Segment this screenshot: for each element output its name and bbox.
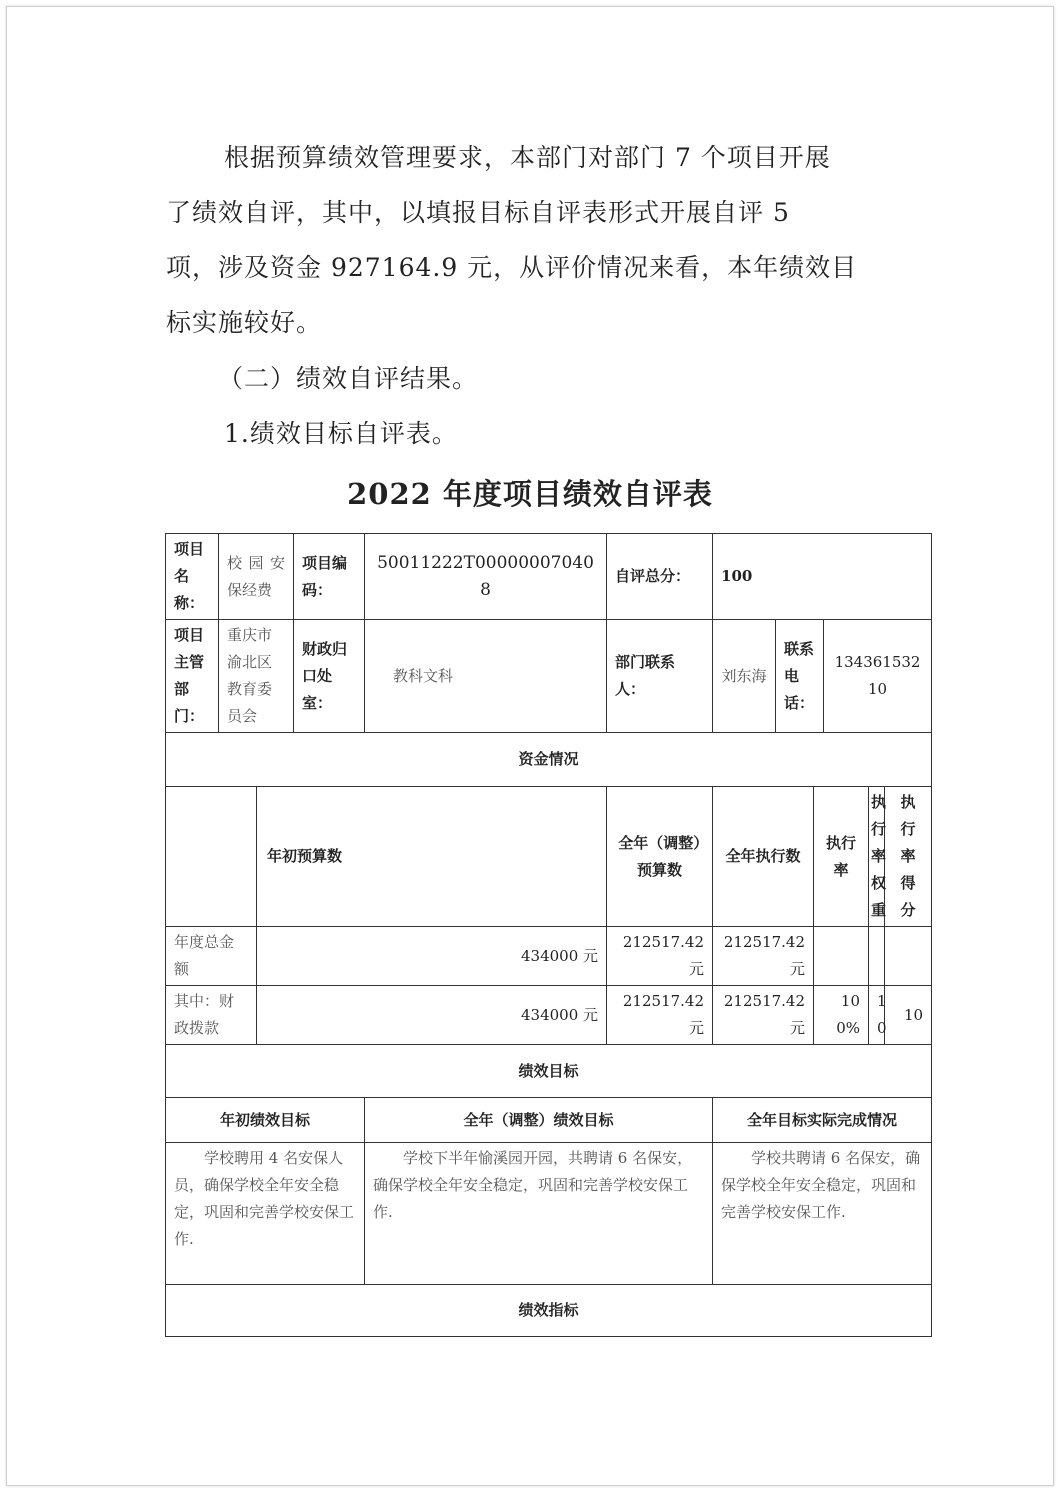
phone-label: 联系电话：	[776, 620, 824, 733]
self-score-label: 自评总分：	[607, 534, 713, 620]
funds-row-adjusted: 212517.42 元	[607, 986, 713, 1045]
funds-row-executed: 212517.42 元	[713, 986, 814, 1045]
funds-row-label: 年度总金额	[166, 927, 257, 986]
goal-initial-text: 学校聘用 4 名安保人员，确保学校全年安全稳定，巩固和完善学校安保工作.	[166, 1143, 365, 1285]
section-heading: （二）绩效自评结果。	[218, 364, 479, 393]
finance-office-label: 财政归口处室：	[294, 620, 365, 733]
dept-label: 项目主管部门：	[166, 620, 219, 733]
goals-section-label: 绩效目标	[166, 1045, 932, 1098]
funds-row-executed: 212517.42 元	[713, 927, 814, 986]
finance-office: 教科文科	[365, 620, 607, 733]
intro-line-2: 了绩效自评，其中，以填报目标自评表形式开展自评 5	[166, 198, 790, 227]
funds-section-label: 资金情况	[166, 733, 932, 787]
intro-line-3: 项，涉及资金 927164.9 元，从评价情况来看，本年绩效目	[166, 253, 858, 282]
self-evaluation-table	[165, 533, 932, 1337]
project-code-label: 项目编码：	[294, 534, 365, 620]
funds-header-score: 执行率得分	[885, 787, 932, 927]
intro-paragraph	[166, 130, 886, 350]
funds-row-rate	[814, 927, 869, 986]
self-score: 100	[713, 534, 932, 620]
row-goals-content	[166, 1143, 932, 1285]
intro-line-4: 标实施较好。	[166, 308, 323, 337]
row-funds-headers	[166, 787, 932, 927]
row-goals-heading	[166, 1045, 932, 1098]
intro-line-1: 根据预算绩效管理要求，本部门对部门 7 个项目开展	[224, 143, 831, 172]
funds-row-initial: 434000 元	[257, 986, 607, 1045]
contact-label: 部门联系人：	[607, 620, 713, 733]
project-code: 50011222T000000070408	[365, 534, 607, 620]
funds-row-fiscal	[166, 986, 932, 1045]
goal-adjusted-text: 学校下半年愉溪园开园，共聘请 6 名保安，确保学校全年安全稳定，巩固和完善学校安保工作.	[365, 1143, 713, 1285]
row-dept	[166, 620, 932, 733]
phone: 13436153210	[824, 620, 932, 733]
project-name: 校园安保经费	[219, 534, 294, 620]
row-indicators-heading	[166, 1285, 932, 1337]
row-funds-heading	[166, 733, 932, 787]
funds-header-blank	[166, 787, 257, 927]
funds-row-weight: 10	[869, 986, 885, 1045]
form-title: 2022 年度项目绩效自评表	[347, 477, 713, 511]
project-name-label: 项目名称：	[166, 534, 219, 620]
dept: 重庆市渝北区教育委员会	[219, 620, 294, 733]
section-heading-block	[166, 351, 886, 461]
funds-row-initial: 434000 元	[257, 927, 607, 986]
contact: 刘东海	[713, 620, 776, 733]
funds-header-weight: 执行率权重	[869, 787, 885, 927]
funds-header-initial: 年初预算数	[257, 787, 607, 927]
funds-row-score	[885, 927, 932, 986]
goal-actual-text: 学校共聘请 6 名保安，确保学校全年安全稳定，巩固和完善学校安保工作.	[713, 1143, 932, 1285]
goals-header-adjusted: 全年（调整）绩效目标	[365, 1098, 713, 1143]
subsection-heading: 1.绩效目标自评表。	[224, 419, 458, 448]
funds-row-weight	[869, 927, 885, 986]
funds-header-adjusted: 全年（调整）预算数	[607, 787, 713, 927]
funds-header-executed: 全年执行数	[713, 787, 814, 927]
funds-row-score: 10	[885, 986, 932, 1045]
row-project	[166, 534, 932, 620]
row-goals-headers	[166, 1098, 932, 1143]
funds-row-adjusted: 212517.42 元	[607, 927, 713, 986]
goals-header-initial: 年初绩效目标	[166, 1098, 365, 1143]
funds-row-label: 其中：财政拨款	[166, 986, 257, 1045]
indicators-section-label: 绩效指标	[166, 1285, 932, 1337]
funds-row-rate: 100%	[814, 986, 869, 1045]
funds-header-rate: 执行率	[814, 787, 869, 927]
goals-header-actual: 全年目标实际完成情况	[713, 1098, 932, 1143]
funds-row-total	[166, 927, 932, 986]
